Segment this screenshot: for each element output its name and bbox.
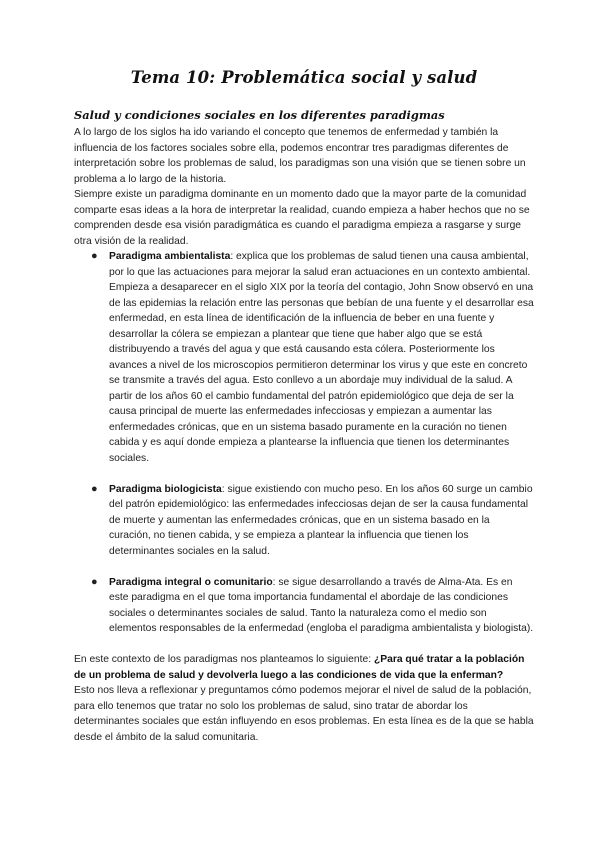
bullet-icon: ● [91,250,98,262]
paradigm-description: : sigue existiendo con mucho peso. En los años 60 surge un cambio del patrón epidemiológico: las enfermedades infecciosas dejan de ser la causa fundamental de muerte y aumentan las enfermedades crónicas, que en un sistema basado en la curación, no tienen cabida, y se empieza a plantear la influencia que tienen los determinantes sociales en la salud. [109,483,533,557]
paradigm-description: : se sigue desarrollando a través de Alma-Ata. Es en este paradigma en el que toma importancia fundamental el abordaje de las condiciones sociales o determinantes sociales de salud. Tanto la naturaleza como el medio son elementos responsables de la enfermedad (engloba el paradigma ambientalista y biologista). [109,576,534,634]
paradigm-term: Paradigma ambientalista [109,251,231,262]
bullet-icon: ● [91,482,98,495]
closing-paragraph: Esto nos lleva a reflexionar y preguntamos cómo podemos mejorar el nivel de salud de la población, para ello tenemos que tratar no solo los problemas de salud, sino tratar de abordar los determinantes sociales que están influyendo en esos problemas. En esta línea es de la que se habla desde el ámbito de la salud comunitaria. [74,685,534,743]
page-title: Tema 10: Problemática social y salud [130,68,478,87]
paradigm-description: : explica que los problemas de salud tienen una causa ambiental, por lo que las actuaciones para mejorar la salud eran actuaciones en un contexto ambiental. Empieza a desaparecer en el siglo XIX por la teoría del contagio, John Snow observó en una de las epidemias la relación entre las personas que bebían de una fuente y el desarrollar esa enfermedad, en esta línea de identificación de la influencia de beber en una fuente y desarrollar la cólera se empiezan a plantear que tiene que haber algo que se está distribuyendo a través del agua y que está causando esta cólera. Posteriormente los avances a nivel de los microscopios permitieron determinar los virus y que este en concreto se transmite a través del agua. Esto conllevo a un abordaje muy individual de la salud. A partir de los años 60 el cambio fundamental del patrón epidemiológico que deja de ser la causa principal de muerte las enfermedades infecciosas y empiezan a aumentar las enfermedades crónicas, que en un sistema basado puramente en la curación no tienen cabida y es aquí donde empieza a plantearse la influencia que tienen los determinantes sociales. [109,251,534,464]
section-heading: Salud y condiciones sociales en los diferentes paradigmas [74,108,445,122]
bullet-icon: ● [91,575,98,588]
context-question: ¿Para qué tratar a la población de un problema de salud y devolverla luego a las condiciones de vida que la enferman? [74,654,525,681]
intro-paragraph-2: Siempre existe un paradigma dominante en un momento dado que la mayor parte de la comunidad comparte esas ideas a la hora de interpretar la realidad, cuando empieza a haber hechos que no se comprenden desde esa visión paradigmática es cuando el paradigma empieza a rasgarse y surge otra visión de la realidad. [74,189,530,247]
context-paragraph [74,652,534,683]
list-item-ambientalista [91,249,534,466]
paradigm-list [74,249,534,637]
list-item-biologicista [91,482,534,560]
paradigm-term: Paradigma integral o comunitario [109,576,273,588]
context-lead: En este contexto de los paradigmas nos planteamos lo siguiente: [74,654,374,665]
list-item-integral [91,575,534,637]
intro-paragraph-1: A lo largo de los siglos ha ido variando el concepto que tenemos de enfermedad y también la influencia de los factores sociales sobre ella, podemos encontrar tres paradigmas diferentes de interpretación sobre los problemas de salud, los paradigmas son una visión que se tienen sobre un problema a lo largo de la historia. [74,127,526,185]
paradigm-term: Paradigma biologicista [109,483,222,495]
